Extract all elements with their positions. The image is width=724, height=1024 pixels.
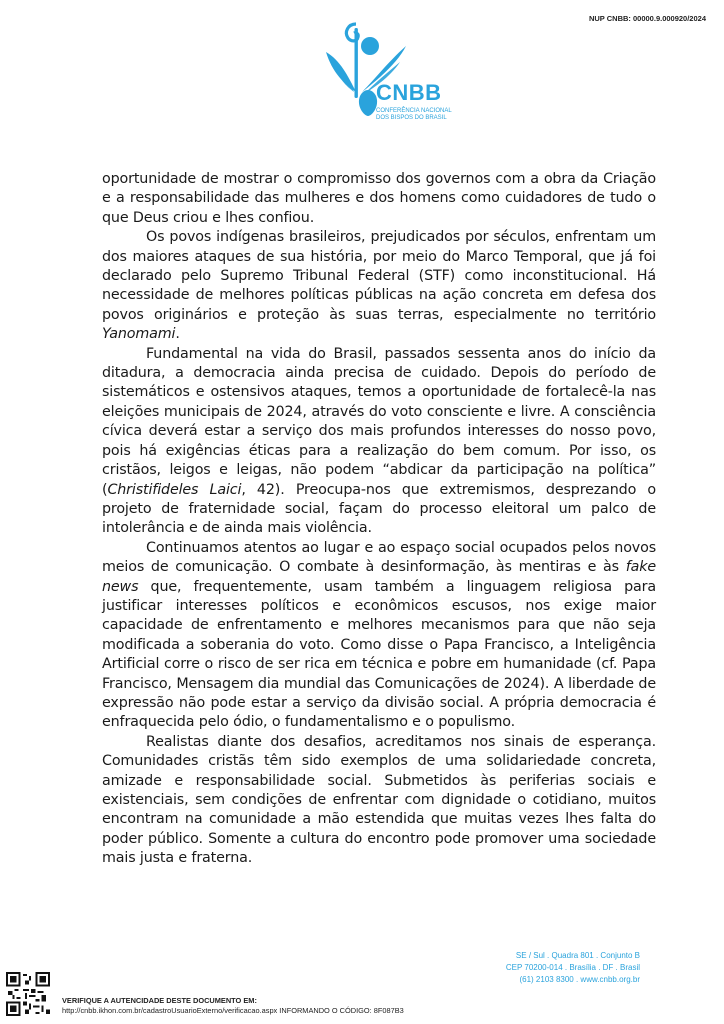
logo-subtitle: CONFERÊNCIA NACIONAL DOS BISPOS DO BRASIL [376, 108, 452, 121]
nup-number: NUP CNBB: 00000.9.000920/2024 [588, 14, 706, 23]
verification-link[interactable]: http://cnbb.ikhon.com.br/cadastroUsuarioExterno/verificacao.aspx INFORMANDO O CÓDIGO: 8F087B3 [62, 1006, 404, 1015]
address-line-2: CEP 70200-014 . Brasília . DF . Brasil [505, 963, 640, 972]
address-line-1: SE / Sul . Quadra 801 . Conjunto B [515, 951, 640, 960]
paragraph-3: Fundamental na vida do Brasil, passados sessenta anos do início da ditadura, a democracia ainda precisa de cuidado. Depois do período de sistemáticos e ostensivos ataques, temos a oportunidade de fortalecê-la nas eleições municipais de 2024, através do voto consciente e livre. A consciência cívica deverá estar a serviço dos mais profundos interesses do nosso povo, pois há exigências éticas para a realização do bem comum. Por isso, os cristãos, leigos e leigas, não podem “abdicar da participação na política” (Christifideles Laici, 42). Preocupa-nos que extremismos, desprezando o projeto de fraternidade social, façam do processo eleitoral um palco de intolerância e de ainda mais violência. [102, 345, 656, 537]
paragraph-5: Realistas diante dos desafios, acreditamos nos sinais de esperança. Comunidades cristãs têm sido exemplos de uma solidariedade concreta, amizade e responsabilidade social. Submetidos às periferias sociais e existenciais, sem condições de enfrentar com dignidade o cotidiano, muitos encontram na comunidade a mão estendida que muitas vezes lhes falta do poder público. Somente a cultura do encontro pode promover uma sociedade mais justa e fraterna. [102, 733, 656, 867]
paragraph-2: Os povos indígenas brasileiros, prejudicados por séculos, enfrentam um dos maiores ataques de sua história, por meio do Marco Temporal, que já foi declarado pelo Supremo Tribunal Federal (STF) como inconstitucional. Há necessidade de melhores políticas públicas na ação concreta em defesa dos povos originários e proteção às suas terras, especialmente no território Yanomami. [102, 229, 656, 343]
paragraph-1: oportunidade de mostrar o compromisso dos governos com a obra da Criação e a responsabilidade das mulheres e dos homens como cuidadores de tudo o que Deus criou e lhes confiou. [102, 171, 656, 226]
address-line-3: (61) 2103 8300 . www.cnbb.org.br [519, 975, 640, 984]
verification-label: VERIFIQUE A AUTENCIDADE DESTE DOCUMENTO EM: [62, 996, 257, 1005]
document-body [102, 170, 656, 869]
verification-notice [62, 996, 404, 1016]
qr-code-icon [6, 972, 50, 1016]
logo-wordmark: CNBB [376, 80, 442, 105]
footer-address [506, 950, 640, 986]
paragraph-4: Continuamos atentos ao lugar e ao espaço social ocupados pelos novos meios de comunicação. O combate à desinformação, às mentiras e às fake news que, frequentemente, usam também a linguagem religiosa para justificar interesses políticos e econômicos escusos, nos exige maior capacidade de enfrentamento e melhores mecanismos para que não seja modificada a soberania do voto. Como disse o Papa Francisco, a Inteligência Artificial corre o risco de ser rica em técnica e pobre em humanidade (cf. Papa Francisco, Mensagem dia mundial das Comunicações de 2024). A liberdade de expressão não pode estar a serviço da divisão social. A própria democracia é enfraquecida pelo ódio, o fundamentalismo e o populismo. [102, 539, 656, 731]
